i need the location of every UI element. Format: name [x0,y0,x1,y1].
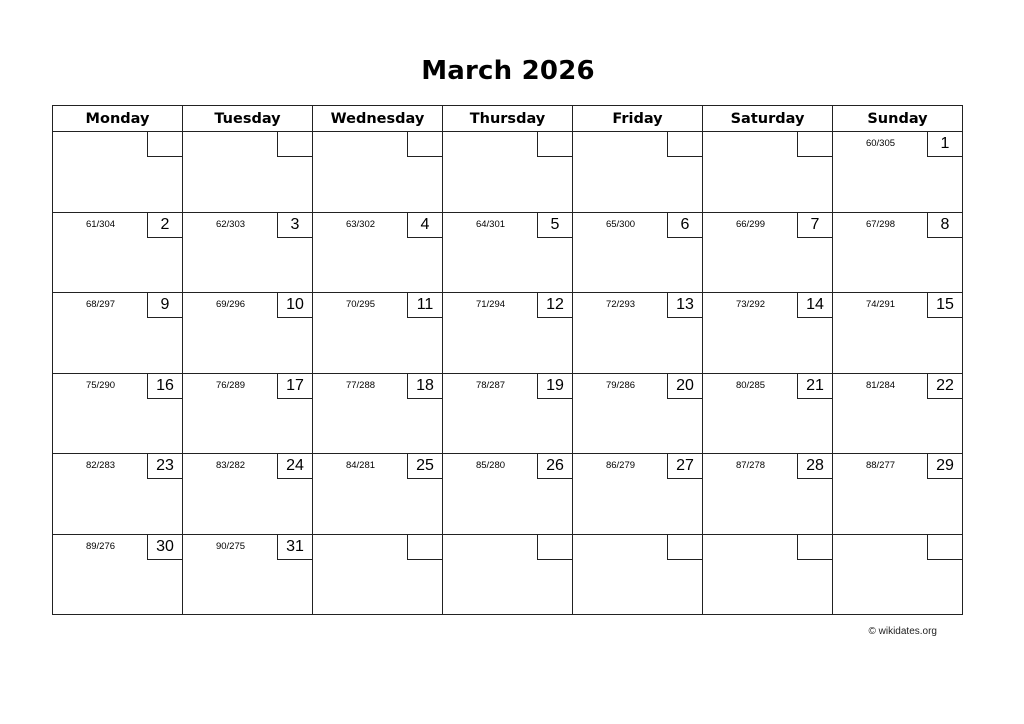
day-of-year-label: 85/280 [475,460,506,471]
day-cell [703,373,833,454]
weekday-header-row [53,106,963,132]
day-cell [53,454,183,535]
day-cell [833,454,963,535]
day-number-box: 30 [147,535,182,560]
day-cell [53,132,183,213]
weekday-header: Thursday [443,106,573,132]
day-cell [833,132,963,213]
day-cell [183,454,313,535]
day-number-box [927,535,962,560]
day-of-year-label: 74/291 [865,299,896,310]
day-cell [313,373,443,454]
day-cell [703,534,833,615]
footer-credit: © wikidates.org [868,626,937,637]
day-of-year-label: 89/276 [85,540,116,552]
day-of-year-label: 71/294 [475,299,506,310]
day-number-box: 23 [147,454,182,479]
day-of-year-label: 70/295 [345,299,376,310]
day-number-box: 16 [147,374,182,399]
day-number-box: 24 [277,454,312,479]
day-cell [833,373,963,454]
day-of-year-label: 65/300 [605,218,636,230]
day-number-box [147,132,182,157]
day-cell [53,373,183,454]
day-number-box [797,132,832,157]
day-of-year-label: 77/288 [345,379,376,391]
weekday-header: Friday [573,106,703,132]
day-number-box: 20 [667,374,702,399]
day-of-year-label: 82/283 [85,460,116,471]
day-cell [443,373,573,454]
day-cell [313,454,443,535]
day-number-box: 18 [407,374,442,399]
day-of-year-label: 68/297 [85,299,116,310]
day-cell [183,212,313,293]
day-number-box [797,535,832,560]
day-number-box: 28 [797,454,832,479]
day-number-box: 29 [927,454,962,479]
day-cell [703,293,833,374]
day-cell [833,212,963,293]
day-cell [573,293,703,374]
week-row [53,212,963,293]
day-number-box: 4 [407,213,442,238]
weekday-header: Wednesday [313,106,443,132]
day-cell [703,132,833,213]
weekday-header: Sunday [833,106,963,132]
day-number-box: 3 [277,213,312,238]
day-number-box: 11 [407,293,442,318]
day-of-year-label: 87/278 [735,460,766,471]
day-cell [443,454,573,535]
day-of-year-label: 60/305 [865,138,896,149]
day-number-box [667,132,702,157]
day-number-box: 14 [797,293,832,318]
day-cell [443,212,573,293]
day-of-year-label: 75/290 [85,379,116,391]
day-number-box: 31 [277,535,312,560]
day-number-box: 21 [797,374,832,399]
calendar-body [53,132,963,615]
day-cell [313,212,443,293]
day-cell [443,132,573,213]
day-of-year-label: 86/279 [605,460,636,471]
day-cell [53,293,183,374]
day-number-box: 19 [537,374,572,399]
day-of-year-label: 83/282 [215,460,246,471]
day-cell [313,293,443,374]
day-cell [573,212,703,293]
day-number-box: 25 [407,454,442,479]
day-number-box: 6 [667,213,702,238]
day-of-year-label: 69/296 [215,299,246,310]
day-of-year-label: 66/299 [735,218,766,230]
day-cell [183,132,313,213]
day-of-year-label: 80/285 [735,379,766,391]
week-row [53,373,963,454]
day-number-box [537,535,572,560]
week-row [53,454,963,535]
calendar-title: March 2026 [421,56,595,86]
day-number-box: 12 [537,293,572,318]
calendar-grid [52,105,963,615]
day-cell [443,293,573,374]
day-of-year-label: 90/275 [215,540,246,552]
day-cell [443,534,573,615]
day-number-box: 13 [667,293,702,318]
day-of-year-label: 64/301 [475,218,506,230]
day-of-year-label: 73/292 [735,299,766,310]
week-row [53,534,963,615]
day-cell [53,534,183,615]
day-number-box: 1 [927,132,962,157]
day-cell [313,534,443,615]
day-of-year-label: 63/302 [345,218,376,230]
day-cell [183,534,313,615]
day-of-year-label: 81/284 [865,379,896,391]
day-cell [833,293,963,374]
day-number-box [537,132,572,157]
weekday-header: Saturday [703,106,833,132]
day-cell [573,373,703,454]
week-row [53,132,963,213]
day-cell [573,132,703,213]
day-of-year-label: 78/287 [475,379,506,391]
week-row [53,293,963,374]
day-cell [53,212,183,293]
day-number-box: 5 [537,213,572,238]
day-cell [703,212,833,293]
day-cell [573,534,703,615]
day-number-box: 10 [277,293,312,318]
day-cell [703,454,833,535]
day-of-year-label: 88/277 [865,460,896,471]
day-number-box: 27 [667,454,702,479]
day-number-box: 2 [147,213,182,238]
day-number-box: 15 [927,293,962,318]
day-cell [183,373,313,454]
weekday-header: Monday [53,106,183,132]
weekday-header: Tuesday [183,106,313,132]
day-of-year-label: 76/289 [215,379,246,391]
day-cell [313,132,443,213]
day-number-box: 17 [277,374,312,399]
day-number-box: 8 [927,213,962,238]
day-number-box [667,535,702,560]
day-number-box: 22 [927,374,962,399]
day-cell [183,293,313,374]
day-of-year-label: 79/286 [605,379,636,391]
day-number-box [407,535,442,560]
day-number-box [407,132,442,157]
day-number-box: 7 [797,213,832,238]
day-cell [833,534,963,615]
day-of-year-label: 67/298 [865,218,896,230]
day-number-box: 26 [537,454,572,479]
day-cell [573,454,703,535]
day-number-box: 9 [147,293,182,318]
day-of-year-label: 61/304 [85,218,116,230]
day-of-year-label: 84/281 [345,460,376,471]
day-of-year-label: 72/293 [605,299,636,310]
day-of-year-label: 62/303 [215,218,246,230]
day-number-box [277,132,312,157]
